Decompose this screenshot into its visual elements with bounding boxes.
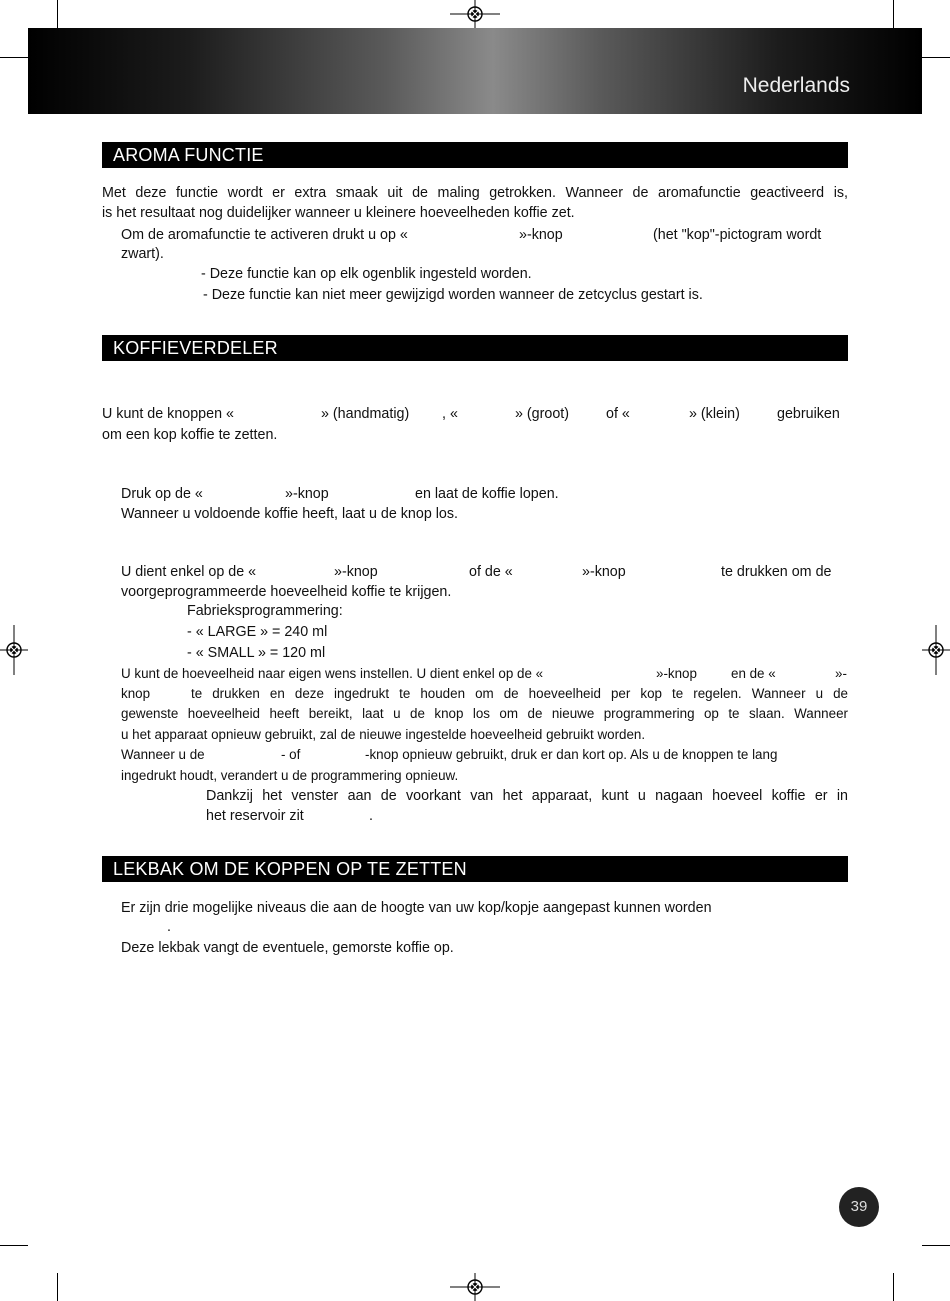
section-title-aroma: AROMA FUNCTIE — [102, 142, 848, 168]
aroma-instruction-line: zwart). — [121, 246, 164, 262]
factory-label: Fabrieksprogrammering: — [187, 603, 343, 619]
crop-mark — [893, 1273, 894, 1301]
preset-part: »-knop — [334, 564, 378, 580]
section-title-lekbak: LEKBAK OM DE KOPPEN OP TE ZETTEN — [102, 856, 848, 882]
intro-part: , « — [442, 406, 458, 422]
intro-part: gebruiken — [777, 406, 840, 422]
reuse-part: - of — [281, 747, 301, 762]
crop-mark — [57, 0, 58, 28]
aroma-instruction-part: (het "kop"-pictogram wordt — [653, 227, 822, 243]
aroma-instruction-part: »-knop — [519, 227, 563, 243]
preset-part: U dient enkel op de « — [121, 564, 257, 580]
aroma-note: - Deze functie kan niet meer gewijzigd worden wanneer de zetcyclus gestart is. — [203, 287, 703, 303]
aroma-paragraph-line: Met deze functie wordt er extra smaak uit de maling getrokken. Wanneer de aromafunctie geactiveerd is, — [102, 185, 848, 201]
custom-part: »-knop — [656, 666, 697, 681]
intro-part: » (handmatig) — [321, 406, 410, 422]
crop-mark — [0, 1245, 28, 1246]
window-line: Dankzij het venster aan de voorkant van het apparaat, kunt u nagaan hoeveel koffie er in — [206, 788, 848, 804]
crop-mark — [0, 57, 28, 58]
crop-mark — [893, 0, 894, 28]
manual-line: Wanneer u voldoende koffie heeft, laat u de knop los. — [121, 506, 459, 522]
custom-line: u het apparaat opnieuw gebruikt, zal de nieuwe ingestelde hoeveelheid gebruikt worden. — [121, 727, 646, 742]
registration-mark-icon — [922, 625, 950, 675]
lekbak-line: Er zijn drie mogelijke niveaus die aan de hoogte van uw kop/kopje aangepast kunnen worden — [121, 900, 712, 916]
registration-mark-icon — [0, 625, 28, 675]
aroma-note: - Deze functie kan op elk ogenblik ingesteld worden. — [201, 266, 532, 282]
intro-line: om een kop koffie te zetten. — [102, 427, 278, 443]
language-label: Nederlands — [742, 74, 850, 97]
aroma-instruction-part: Om de aromafunctie te activeren drukt u op « — [121, 227, 408, 243]
custom-part: knop — [121, 686, 151, 701]
page-number-badge: 39 — [839, 1187, 879, 1227]
factory-small: - « SMALL » = 120 ml — [187, 645, 326, 661]
preset-line: voorgeprogrammeerde hoeveelheid koffie te krijgen. — [121, 584, 452, 600]
custom-part: en de « — [731, 666, 776, 681]
custom-line: te drukken en deze ingedrukt te houden om de hoeveelheid per kop te regelen. Wanneer u de — [191, 686, 848, 701]
crop-mark — [922, 57, 950, 58]
intro-part: » (klein) — [689, 406, 740, 422]
header-band — [28, 28, 922, 114]
custom-part: »- — [835, 666, 847, 681]
factory-large: - « LARGE » = 240 ml — [187, 624, 328, 640]
custom-part: U kunt de hoeveelheid naar eigen wens instellen. U dient enkel op de « — [121, 666, 544, 681]
registration-mark-icon — [450, 1273, 500, 1301]
custom-line: gewenste hoeveelheid heeft bereikt, laat u de knop los om de nieuwe programmering op te slaan. Wanneer — [121, 706, 848, 721]
reuse-part: -knop opnieuw gebruikt, druk er dan kort op. Als u de knoppen te lang — [365, 747, 778, 762]
crop-mark — [57, 1273, 58, 1301]
preset-part: »-knop — [582, 564, 626, 580]
intro-part: U kunt de knoppen « — [102, 406, 234, 422]
registration-mark-icon — [450, 0, 500, 28]
manual-part: »-knop — [285, 486, 329, 502]
manual-part: Druk op de « — [121, 486, 203, 502]
section-title-koffieverdeler: KOFFIEVERDELER — [102, 335, 848, 361]
lekbak-line: . — [167, 919, 171, 935]
preset-part: of de « — [469, 564, 513, 580]
aroma-paragraph-line: is het resultaat nog duidelijker wanneer u kleinere hoeveelheden koffie zet. — [102, 205, 575, 221]
preset-part: te drukken om de — [721, 564, 832, 580]
lekbak-line: Deze lekbak vangt de eventuele, gemorste koffie op. — [121, 940, 454, 956]
intro-part: » (groot) — [515, 406, 570, 422]
manual-part: en laat de koffie lopen. — [415, 486, 559, 502]
reuse-part: Wanneer u de — [121, 747, 205, 762]
window-part: het reservoir zit — [206, 808, 304, 824]
window-part: . — [369, 808, 373, 824]
intro-part: of « — [606, 406, 630, 422]
crop-mark — [922, 1245, 950, 1246]
reuse-line: ingedrukt houdt, verandert u de programmering opnieuw. — [121, 768, 459, 783]
